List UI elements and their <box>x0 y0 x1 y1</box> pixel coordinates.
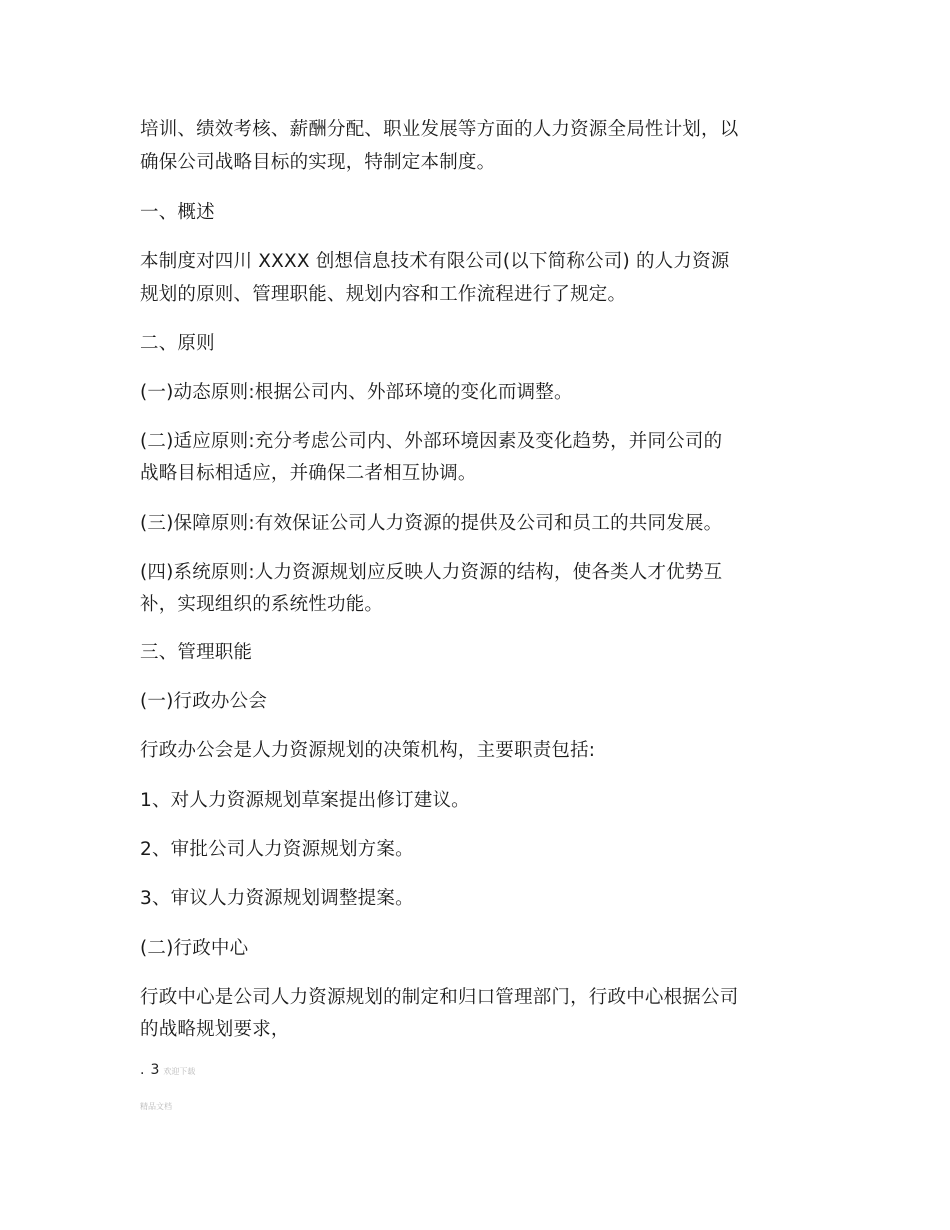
section-heading: 一、概述 <box>140 202 215 223</box>
paragraph-line: 补，实现组织的系统性功能。 <box>140 594 384 615</box>
paragraph-line: (三)保障原则:有效保证公司人力资源的提供及公司和员工的共同发展。 <box>140 513 723 534</box>
paragraph-line: (二)适应原则:充分考虑公司内、外部环境因素及变化趋势，并同公司的 <box>140 431 723 452</box>
footer-watermark: 精品文档 <box>140 1102 172 1111</box>
list-item: 3、审议人力资源规划调整提案。 <box>140 888 414 909</box>
list-item: 2、审批公司人力资源规划方案。 <box>140 839 414 860</box>
subsection-heading: (一)行政办公会 <box>140 691 268 712</box>
paragraph-line: (一)动态原则:根据公司内、外部环境的变化而调整。 <box>140 382 573 403</box>
paragraph-line: 行政办公会是人力资源规划的决策机构，主要职责包括: <box>140 740 596 761</box>
paragraph-line: 本制度对四川 XXXX 创想信息技术有限公司(以下简称公司) 的人力资源 <box>140 251 730 272</box>
paragraph-line: 规划的原则、管理职能、规划内容和工作流程进行了规定。 <box>140 284 627 305</box>
page-footer <box>140 1062 195 1078</box>
footer-dot: . <box>140 1062 145 1078</box>
paragraph-line: 行政中心是公司人力资源规划的制定和归口管理部门，行政中心根据公司 <box>140 987 739 1008</box>
paragraph-line: (四)系统原则:人力资源规划应反映人力资源的结构，使各类人才优势互 <box>140 562 723 583</box>
section-heading: 三、管理职能 <box>140 642 253 663</box>
footer-caption: 欢迎下载 <box>163 1067 196 1076</box>
paragraph-line: 战略目标相适应，并确保二者相互协调。 <box>140 463 477 484</box>
page-number: 3 <box>150 1062 160 1078</box>
subsection-heading: (二)行政中心 <box>140 938 249 959</box>
list-item: 1、对人力资源规划草案提出修订建议。 <box>140 790 470 811</box>
paragraph-line: 确保公司战略目标的实现，特制定本制度。 <box>140 152 496 173</box>
paragraph-line: 的战略规划要求， <box>140 1019 290 1040</box>
paragraph-line: 培训、绩效考核、薪酬分配、职业发展等方面的人力资源全局性计划，以 <box>140 119 739 140</box>
section-heading: 二、原则 <box>140 333 215 354</box>
